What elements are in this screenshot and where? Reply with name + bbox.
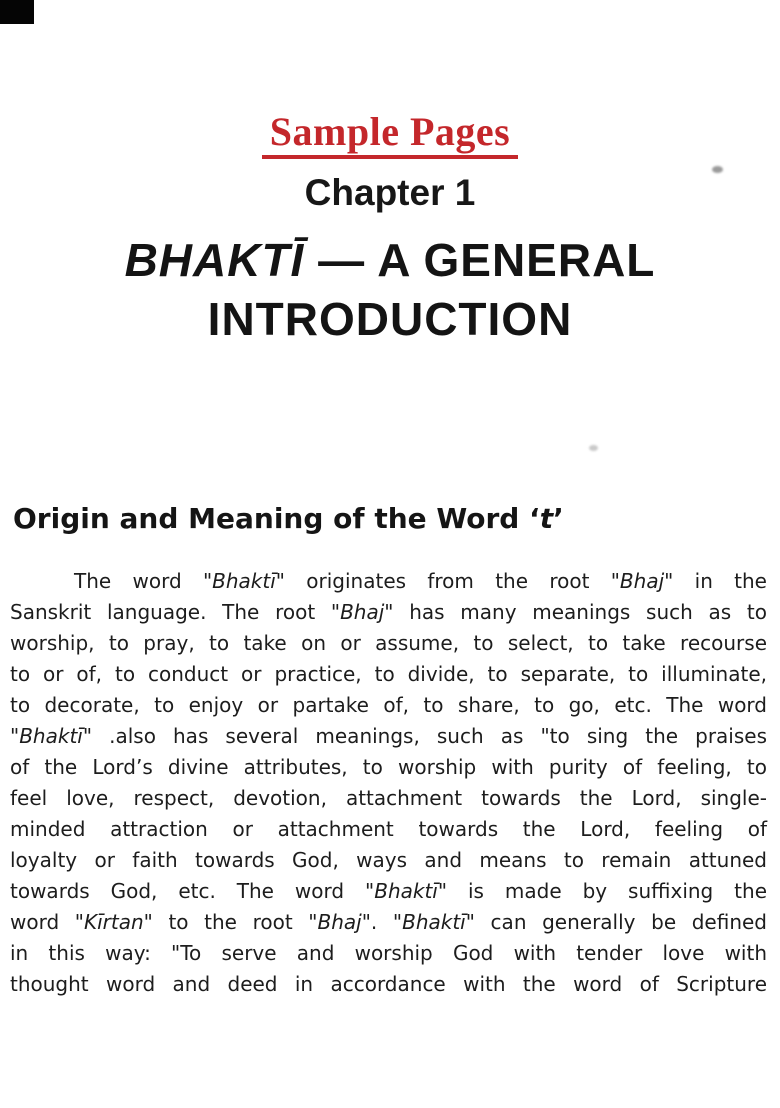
- paragraph-line: word "Kīrtan" to the root "Bhaj". "Bhaktī" can generally be defined: [10, 910, 768, 934]
- paragraph-line: of the Lord’s divine attributes, to worship with purity of feeling, to: [10, 755, 767, 779]
- paragraph-line: loyalty or faith towards God, ways and means to remain attuned: [10, 848, 767, 872]
- paragraph-line: The word "Bhaktī" originates from the root "Bhaj" in the: [74, 569, 767, 593]
- paragraph-line: minded attraction or attachment towards the Lord, feeling of: [10, 817, 767, 841]
- chapter-heading: Chapter 1: [304, 172, 476, 213]
- scan-speck: [712, 166, 723, 173]
- scan-corner-mark: [0, 0, 34, 24]
- paragraph-line: towards God, etc. The word "Bhaktī" is made by suffixing the: [10, 879, 768, 903]
- scan-speck: [589, 445, 598, 451]
- book-title-line1: BHAKTĪ — A GENERAL: [124, 234, 656, 286]
- paragraph-line: Sanskrit language. The root "Bhaj" has many meanings such as to: [10, 600, 767, 624]
- paragraph-line: to decorate, to enjoy or partake of, to share, to go, etc. The word: [10, 693, 767, 717]
- section-heading: Origin and Meaning of the Word ‘t’: [13, 502, 564, 535]
- paragraph-line: "Bhaktī" .also has several meanings, such as "to sing the praises: [10, 724, 767, 748]
- paragraph-line: thought word and deed in accordance with the word of Scripture: [10, 972, 767, 996]
- paragraph-line: worship, to pray, to take on or assume, to select, to take recourse: [10, 631, 767, 655]
- sample-pages-label: Sample Pages: [262, 110, 518, 159]
- book-title: [0, 231, 780, 349]
- sample-pages-banner: [0, 110, 780, 159]
- paragraph-line: to or of, to conduct or practice, to divide, to separate, to illuminate,: [10, 662, 767, 686]
- book-title-line2: INTRODUCTION: [207, 293, 573, 345]
- paragraph-line: in this way: "To serve and worship God with tender love with: [10, 941, 767, 965]
- paragraph: [10, 566, 767, 1000]
- paragraph-line: feel love, respect, devotion, attachment towards the Lord, single-: [10, 786, 767, 810]
